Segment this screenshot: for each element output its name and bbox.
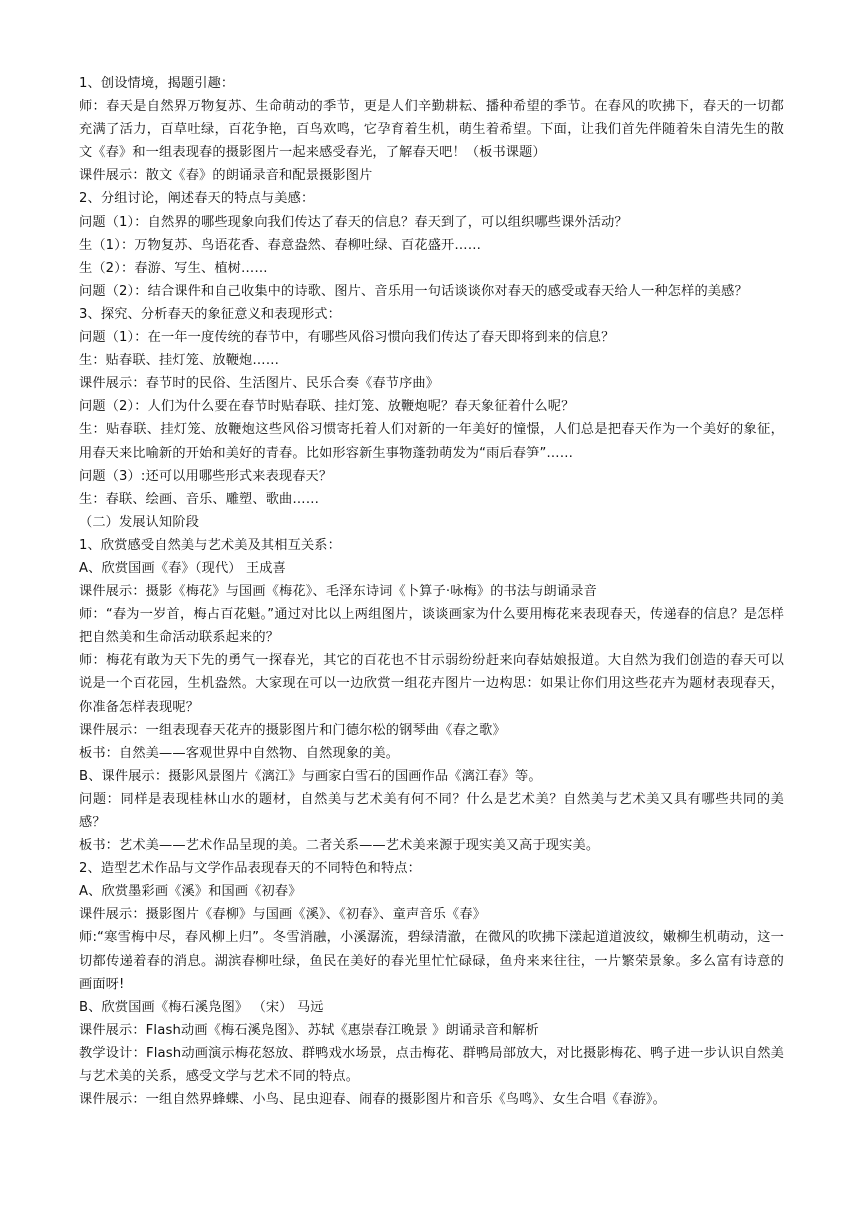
question-2: 问题（2）：结合课件和自己收集中的诗歌、图片、音乐用一句话谈谈你对春天的感受或春天给人一种怎样的美感？ — [79, 283, 748, 299]
student-answer-3: 生：春联、绘画、音乐、雕塑、歌曲…… — [79, 491, 320, 507]
teacher-2: 师：“春为一岁首，梅占百花魁。”通过对比以上两组图片，谈谈画家为什么要用梅花来表现春天，传递春的信息？是怎样把自然美和生命活动联系起来的？ — [79, 607, 784, 646]
student-1: 生（1）：万物复苏、鸟语花香、春意盎然、春柳吐绿、百花盛开…… — [79, 237, 482, 253]
question-4: 问题：同样是表现桂林山水的题材，自然美与艺术美有何不同？什么是艺术美？自然美与艺术美又具有哪些共同的美感？ — [79, 791, 784, 830]
teacher-3: 师：梅花有敢为天下先的勇气一探春光，其它的百花也不甘示弱纷纷赶来向春姑娘报道。大自然为我们创造的春天可以说是一个百花园，生机盎然。大家现在可以一边欣赏一组花卉图片一边构思：如果让你们用这些花卉为题材表现春天，你准备怎样表现呢？ — [79, 653, 784, 715]
board-2: 板书：艺术美——艺术作品呈现的美。二者关系——艺术美来源于现实美又高于现实美。 — [79, 838, 600, 854]
item-b: B、课件展示：摄影风景图片《漓江》与画家白雪石的国画作品《漓江春》等。 — [79, 768, 542, 784]
question-1: 问题（1）：自然界的哪些现象向我们传达了春天的信息？春天到了，可以组织哪些课外活动？ — [79, 214, 628, 230]
teacher-4: 师:“寒雪梅中尽，春风柳上归”。冬雪消融，小溪潺流，碧绿清澈，在微风的吹拂下漾起道道波纹，嫩柳生机萌动，这一切都传递着春的消息。湖滨春柳吐绿，鱼民在美好的春光里忙忙碌碌，鱼舟来来往往，一片繁荣景象。多么富有诗意的画面呀! — [79, 930, 784, 992]
board-1: 板书：自然美——客观世界中自然物、自然现象的美。 — [79, 745, 400, 761]
courseware-2: 课件展示：春节时的民俗、生活图片、民乐合奏《春节序曲》 — [79, 376, 440, 392]
courseware-5: 课件展示：摄影图片《春柳》与国画《溪》、《初春》、童声音乐《春》 — [79, 907, 486, 923]
courseware-3: 课件展示：摄影《梅花》与国画《梅花》、毛泽东诗词《卜算子·咏梅》的书法与朗诵录音 — [79, 584, 597, 600]
document-body — [79, 72, 784, 1111]
student-2: 生（2）：春游、写生、植树…… — [79, 260, 268, 276]
question-3-3: 问题（3）:还可以用哪些形式来表现春天？ — [79, 468, 333, 484]
heading-2: 2、分组讨论，阐述春天的特点与美感： — [79, 191, 315, 207]
courseware-1: 课件展示：散文《春》的朗诵录音和配景摄影图片 — [79, 168, 373, 184]
item-b-2: B、欣赏国画《梅石溪凫图》 （宋） 马远 — [79, 999, 324, 1015]
section-heading-2: （二）发展认知阶段 — [79, 514, 200, 530]
teaching-design: 教学设计：Flash动画演示梅花怒放、群鸭戏水场景，点击梅花、群鸭局部放大，对比摄影梅花、鸭子进一步认识自然美与艺术美的关系，感受文学与艺术不同的特点。 — [79, 1045, 784, 1085]
subheading-1: 1、欣赏感受自然美与艺术美及其相互关系： — [79, 537, 341, 553]
student-answer-2: 生：贴春联、挂灯笼、放鞭炮这些风俗习惯寄托着人们对新的一年美好的憧憬，人们总是把春天作为一个美好的象征，用春天来比喻新的开始和美好的青春。比如形容新生事物蓬勃萌发为“雨后春笋”…… — [79, 422, 784, 461]
heading-1: 1、创设情境，揭题引趣： — [79, 76, 235, 91]
courseware-7: 课件展示：一组自然界蜂蝶、小鸟、昆虫迎春、闹春的摄影图片和音乐《鸟鸣》、女生合唱《春游》。 — [79, 1092, 666, 1108]
heading-3: 3、探究、分析春天的象征意义和表现形式： — [79, 306, 341, 322]
student-answer-1: 生：贴春联、挂灯笼、放鞭炮…… — [79, 353, 280, 369]
item-a: A、欣赏国画《春》（现代） 王成喜 — [79, 560, 286, 576]
subheading-2: 2、造型艺术作品与文学作品表现春天的不同特色和特点： — [79, 861, 421, 877]
question-3-1: 问题（1）：在一年一度传统的春节中，有哪些风俗习惯向我们传达了春天即将到来的信息？ — [79, 330, 615, 346]
question-3-2: 问题（2）：人们为什么要在春节时贴春联、挂灯笼、放鞭炮呢？春天象征着什么呢？ — [79, 399, 575, 415]
courseware-6: 课件展示：Flash动画《梅石溪凫图》、苏轼《惠崇春江晚景 》朗诵录音和解析 — [79, 1022, 539, 1038]
courseware-4: 课件展示：一组表现春天花卉的摄影图片和门德尔松的钢琴曲《春之歌》 — [79, 722, 506, 738]
item-a-2: A、欣赏墨彩画《溪》和国画《初春》 — [79, 884, 302, 900]
teacher-intro: 师：春天是自然界万物复苏、生命萌动的季节，更是人们辛勤耕耘、播种希望的季节。在春风的吹拂下，春天的一切都充满了活力，百草吐绿，百花争艳，百鸟欢鸣，它孕育着生机，萌生着希望。下面，让我们首先伴随着朱自清先生的散文《春》和一组表现春的摄影图片一起来感受春光，了解春天吧！（板书课题） — [79, 99, 784, 161]
